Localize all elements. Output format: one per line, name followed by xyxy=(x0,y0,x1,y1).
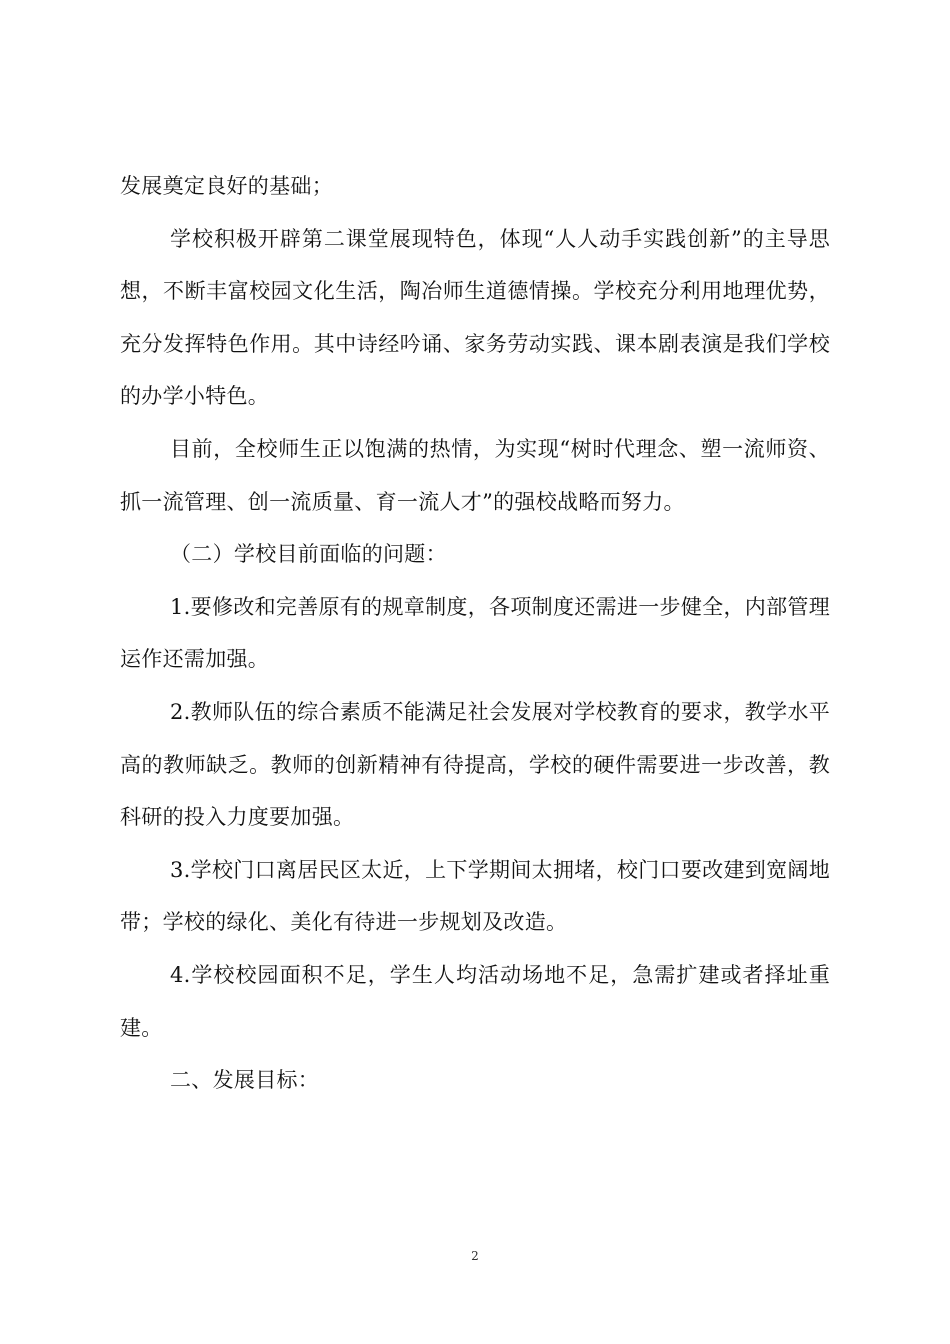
problem-item-3: 3.学校门口离居民区太近，上下学期间太拥堵，校门口要改建到宽阔地带；学校的绿化、美化有待进一步规划及改造。 xyxy=(120,857,830,935)
problem-item-2: 2.教师队伍的综合素质不能满足社会发展对学校教育的要求，教学水平高的教师缺乏。教师的创新精神有待提高，学校的硬件需要进一步改善，教科研的投入力度要加强。 xyxy=(120,699,830,830)
problem-item-4: 4.学校校园面积不足，学生人均活动场地不足，急需扩建或者择址重建。 xyxy=(120,962,830,1040)
section-heading-problems: （二）学校目前面临的问题： xyxy=(170,542,447,567)
paragraph-second-classroom: 学校积极开辟第二课堂展现特色，体现“人人动手实践创新”的主导思想，不断丰富校园文化生活，陶冶师生道德情操。学校充分利用地理优势，充分发挥特色作用。其中诗经吟诵、家务劳动实践、课本剧表演是我们学校的办学小特色。 xyxy=(120,226,830,409)
section-heading-goals: 二、发展目标： xyxy=(170,1068,320,1093)
problem-item-1: 1.要修改和完善原有的规章制度，各项制度还需进一步健全，内部管理运作还需加强。 xyxy=(120,594,830,672)
page-number: 2 xyxy=(471,1249,479,1263)
paragraph-strategy: 目前，全校师生正以饱满的热情，为实现“树时代理念、塑一流师资、抓一流管理、创一流质量、育一流人才”的强校战略而努力。 xyxy=(120,436,830,514)
paragraph-continuation: 发展奠定良好的基础； xyxy=(120,174,333,198)
document-body xyxy=(120,160,830,1107)
